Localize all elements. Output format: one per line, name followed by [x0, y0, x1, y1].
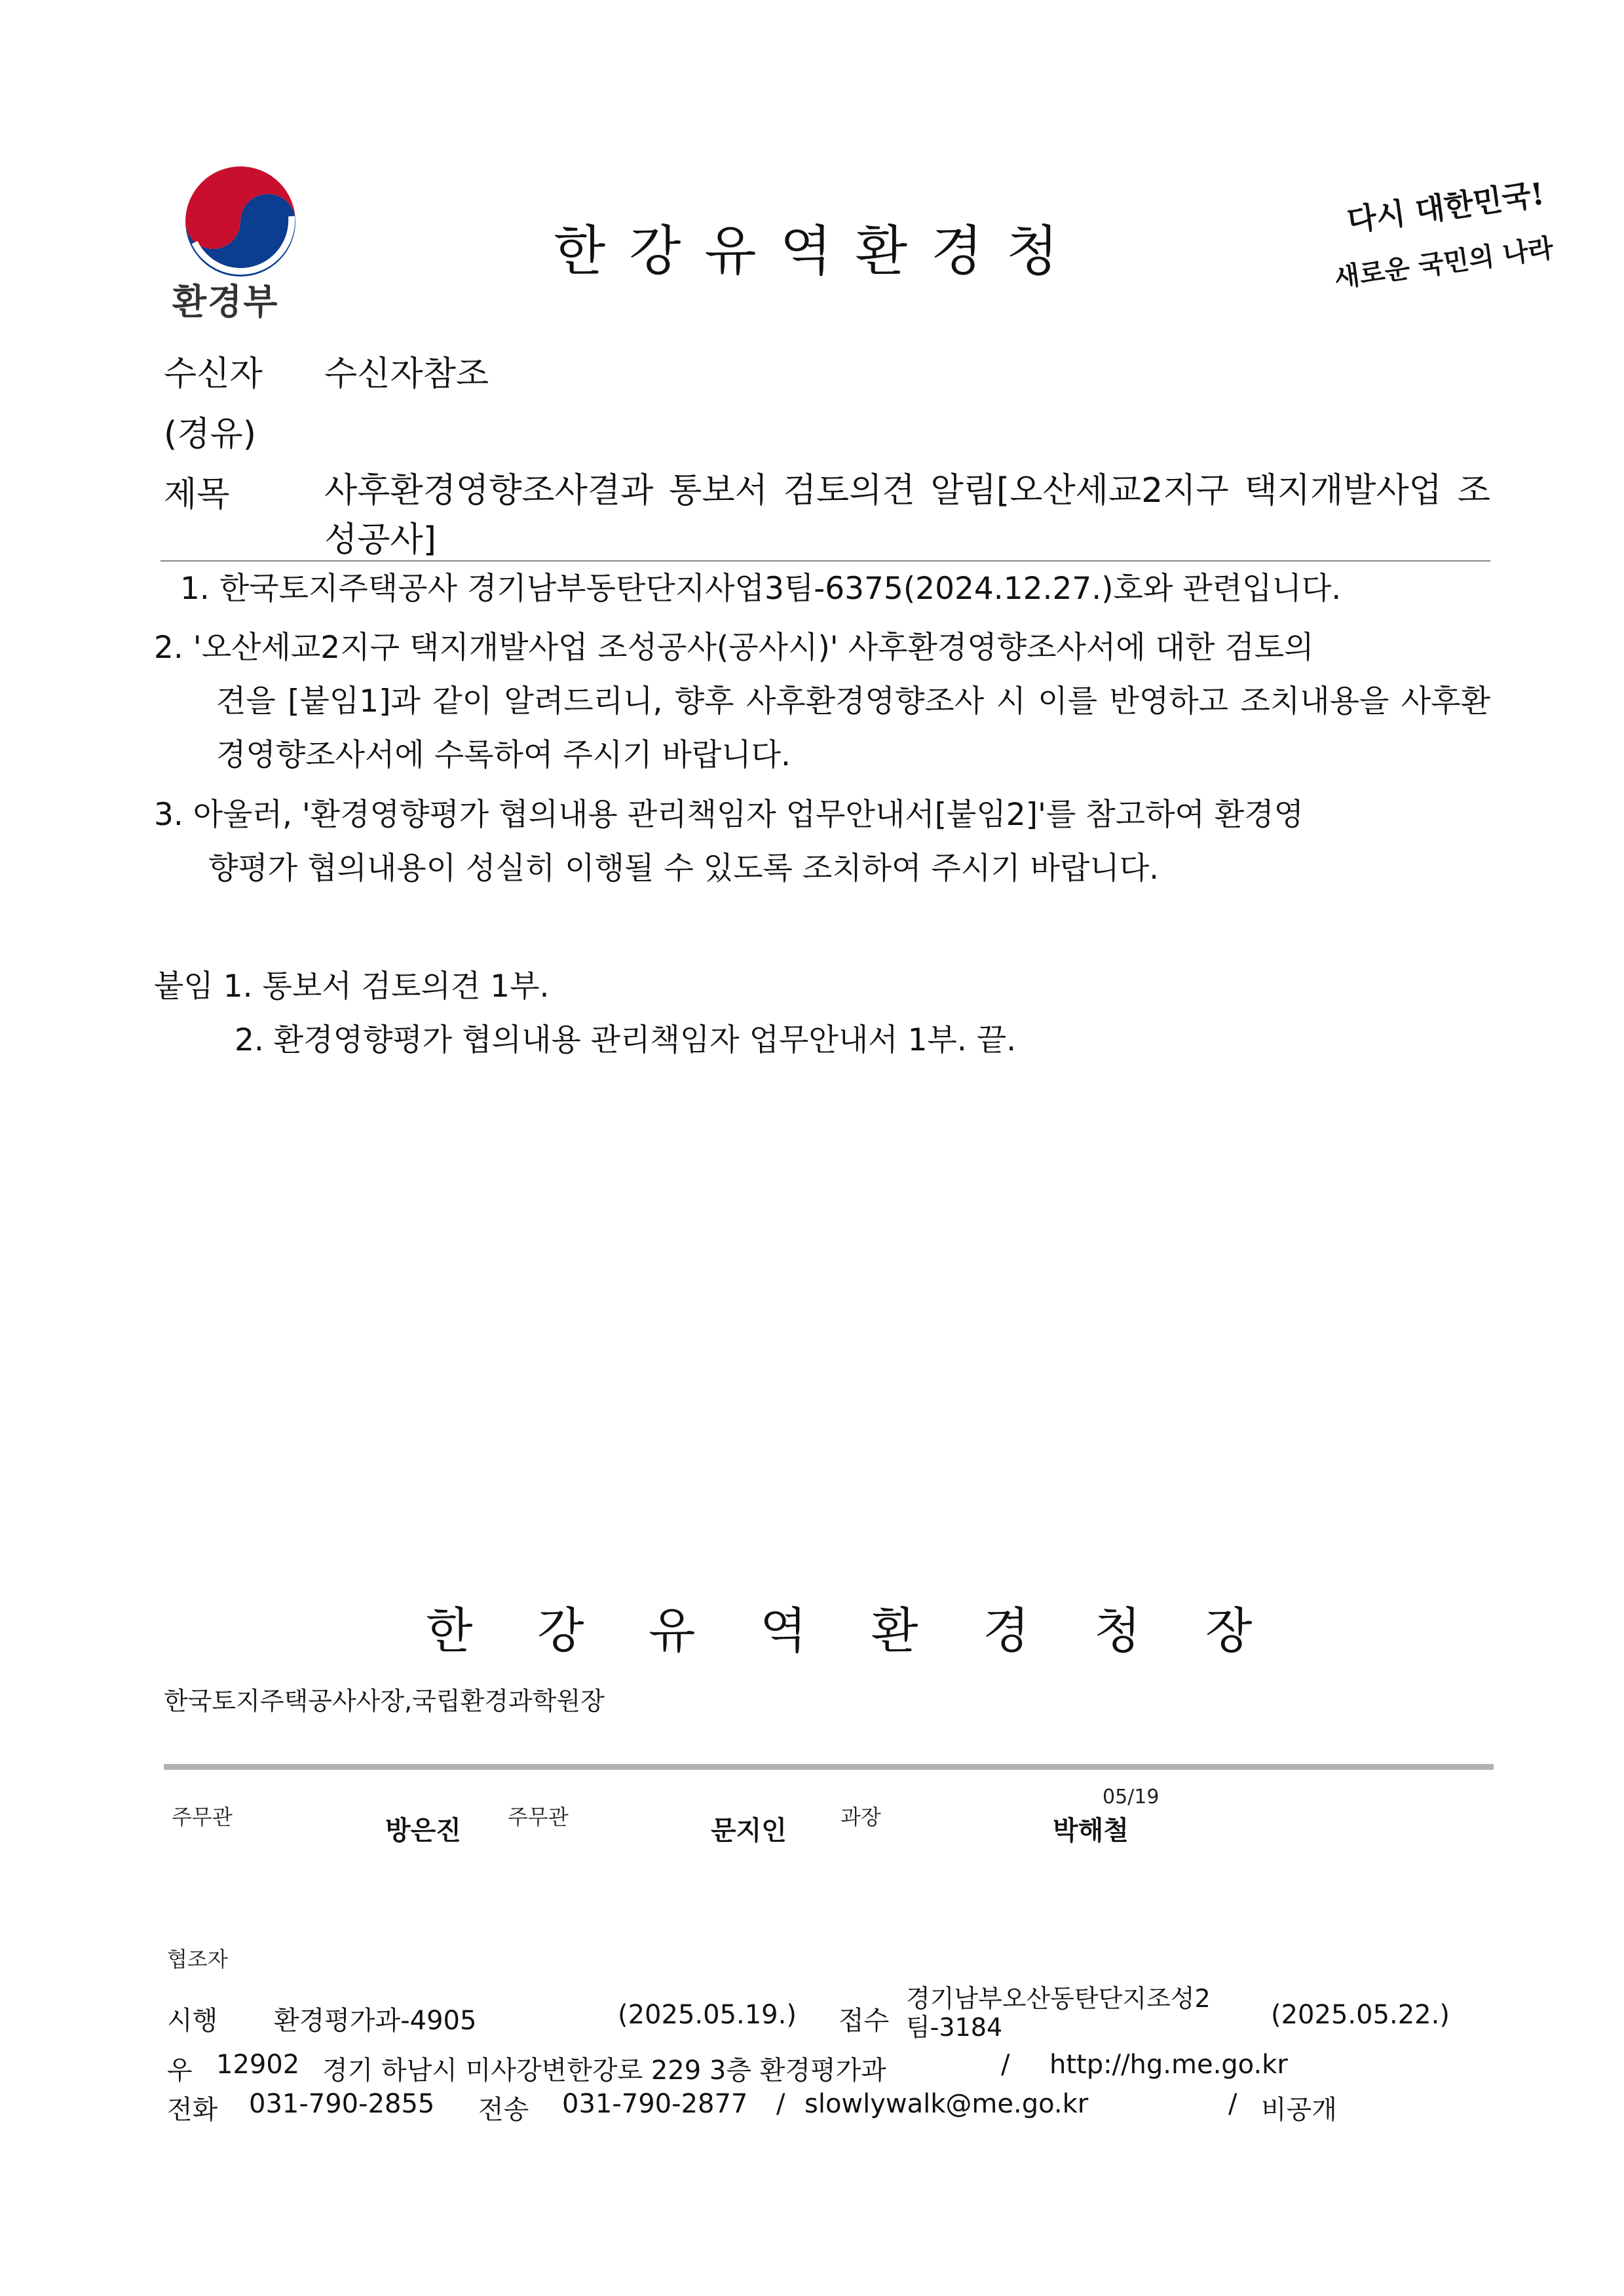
separator: /: [1001, 2050, 1010, 2080]
sender-char: 장: [1205, 1603, 1253, 1659]
approval-date-3: 05/19: [1103, 1786, 1160, 1808]
enforce-label: 시행: [167, 2006, 218, 2036]
enforce-date: (2025.05.19.): [618, 2000, 797, 2030]
slogan: [1332, 176, 1556, 315]
approval-name-3: 박해철: [1053, 1816, 1129, 1846]
enforce-number: 환경평가과-4905: [274, 2006, 477, 2036]
approval-name-1: 방은진: [385, 1816, 461, 1846]
separator: /: [776, 2089, 785, 2119]
sender-char: 강: [537, 1603, 584, 1659]
paragraph-2-first-line: 2. '오산세교2지구 택지개발사업 조성공사(공사시)' 사후환경영향조사서에 대한 검토의: [154, 630, 1314, 666]
sender-char: 역: [760, 1603, 807, 1659]
slogan-line1: 다시 대한민국!: [1345, 176, 1547, 239]
zip-code: 12902: [216, 2050, 300, 2080]
phone-number: 031-790-2855: [249, 2089, 435, 2119]
subject-value: 사후환경영향조사결과 통보서 검토의견 알림[오산세교2지구 택지개발사업 조성공사]: [324, 471, 1490, 560]
paragraph-3-first-line: 3. 아울러, '환경영향평가 협의내용 관리책임자 업무안내서[붙임2]'를 참고하여 환경영: [154, 797, 1304, 833]
approval-name-2: 문지인: [711, 1816, 787, 1846]
receipt-label: 접수: [839, 2006, 890, 2036]
subject-label: 제목: [164, 475, 230, 514]
recipient-label: 수신자: [164, 354, 263, 394]
ministry-logo: [161, 164, 321, 321]
receipt-org-line1: 경기남부오산동탄단지조성2: [906, 1984, 1211, 2013]
separator: /: [1228, 2089, 1237, 2119]
address: 경기 하남시 미사강변한강로 229 3층 환경평가과: [322, 2056, 886, 2086]
email-link[interactable]: slowlywalk@me.go.kr: [804, 2089, 1089, 2119]
paragraph-3-rest: 향평가 협의내용이 성실히 이행될 수 있도록 조치하여 주시기 바랍니다.: [208, 851, 1160, 887]
approval-role-2: 주무관: [508, 1805, 569, 1829]
approval-role-1: 주무관: [172, 1805, 233, 1829]
logo-text: 환경부: [172, 281, 279, 322]
sender-char: 청: [1094, 1603, 1141, 1659]
paragraph-1: 1. 한국토지주택공사 경기남부동탄단지사업3팀-6375(2024.12.27.)호와 관련입니다.: [180, 571, 1342, 607]
receipt-org-line2: 팀-3184: [906, 2013, 1003, 2042]
sender-char: 경: [983, 1603, 1030, 1659]
signature-divider: [164, 1764, 1494, 1770]
agency-title: 한강유역환경청: [554, 220, 1082, 282]
zip-label: 우: [167, 2056, 193, 2086]
cooperator-label: 협조자: [167, 1947, 228, 1972]
recipient-value: 수신자참조: [324, 354, 489, 394]
sender-char: 환: [871, 1603, 918, 1659]
receipt-date: (2025.05.22.): [1271, 2000, 1450, 2030]
website-link[interactable]: http://hg.me.go.kr: [1049, 2050, 1288, 2080]
sender-char: 한: [426, 1603, 473, 1659]
sender-name: [426, 1592, 1317, 1662]
slogan-line2: 새로운 국민의 나라: [1332, 232, 1556, 294]
recipients-list: 한국토지주택공사사장,국립환경과학원장: [164, 1687, 605, 1715]
attachment-1: 붙임 1. 통보서 검토의견 1부.: [154, 968, 550, 1004]
fax-number: 031-790-2877: [562, 2089, 748, 2119]
fax-label: 전송: [478, 2095, 529, 2125]
attachment-2: 2. 환경영향평가 협의내용 관리책임자 업무안내서 1부. 끝.: [235, 1022, 1017, 1058]
via-label: (경유): [164, 415, 257, 454]
approval-role-3: 과장: [840, 1805, 881, 1829]
sender-char: 유: [649, 1603, 696, 1659]
paragraph-2-rest: 견을 [붙임1]과 같이 알려드리니, 향후 사후환경영향조사 시 이를 반영하고 조치내용을 사후환경영향조사서에 수록하여 주시기 바랍니다.: [216, 683, 1490, 773]
phone-label: 전화: [167, 2095, 218, 2125]
disclosure-status: 비공개: [1261, 2095, 1337, 2125]
header-divider: [161, 560, 1490, 562]
